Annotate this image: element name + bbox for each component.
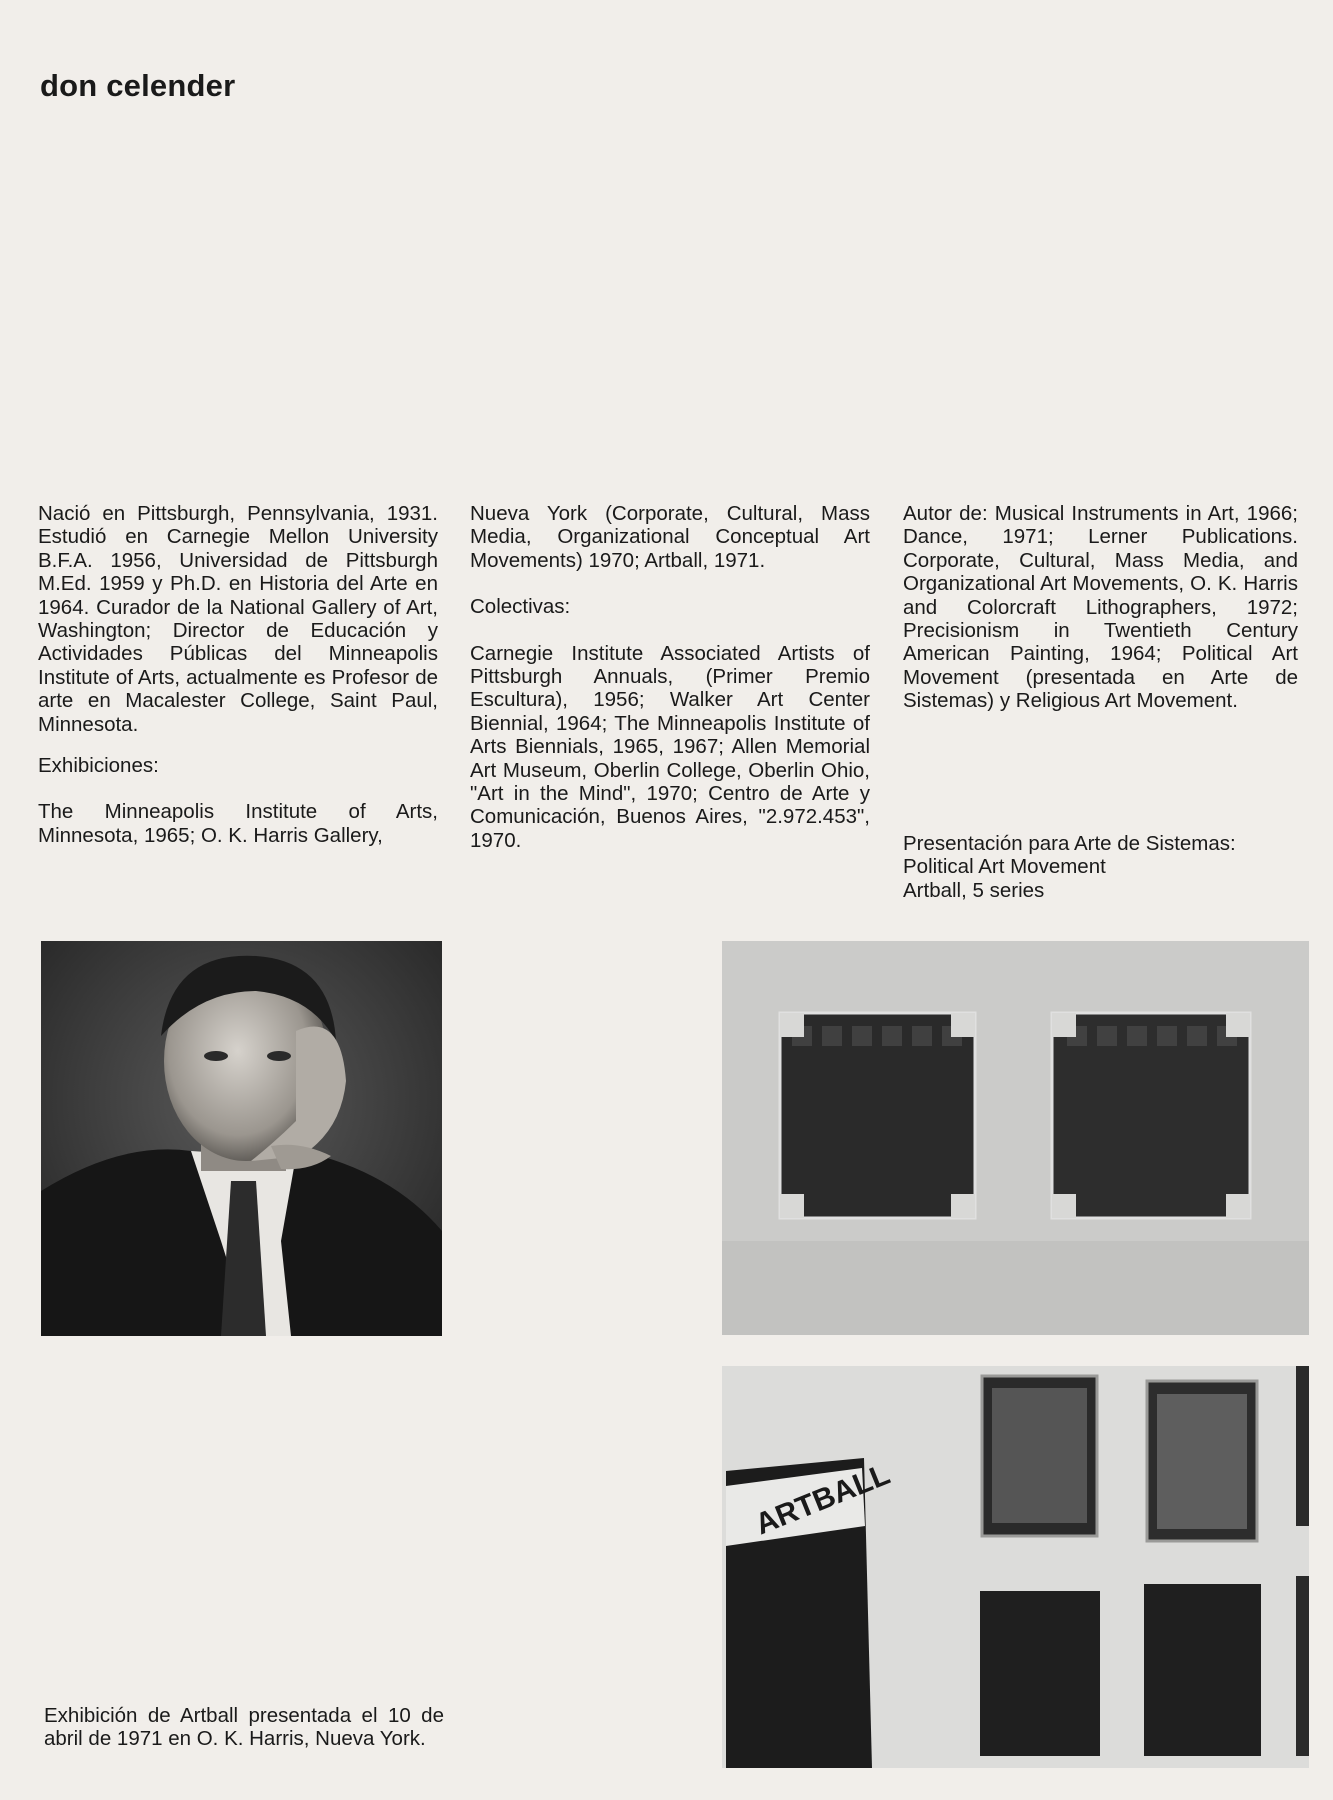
- page-title: don celender: [40, 68, 236, 103]
- column-2: [470, 502, 870, 852]
- colectivas-heading: Colectivas:: [470, 595, 571, 619]
- installation-photo-1: [722, 941, 1309, 1335]
- colectivas-text: Carnegie Institute Associated Artists of Pittsburgh Annuals, (Primer Premio Escultura), 1956; Walker Art Center Biennial, 1964; The Minneapolis Institute of Arts Biennials, 1965, 1967; Allen Memorial Art Museum, Oberlin College, Oberlin Ohio, "Art in the Mind", 1970; Centro de Arte y Comunicación, Buenos Aires, "2.972.453", 1970.: [470, 641, 870, 852]
- column-3: [903, 502, 1298, 902]
- biography-text: Nació en Pittsburgh, Pennsylvania, 1931. Estudió en Carnegie Mellon University B.F.A. 1956, Universidad de Pittsburgh M.Ed. 1959 y Ph.D. en Historia del Arte en 1964. Curador de la National Gallery of Art, Washington; Director de Educación y Actividades Públicas del Minneapolis Institute of Arts, actualmente es Profesor de arte en Macalester College, Saint Paul, Minnesota.: [38, 502, 438, 736]
- exhibiciones-text: The Minneapolis Institute of Arts, Minnesota, 1965; O. K. Harris Gallery,: [38, 800, 438, 847]
- column-1: [38, 502, 438, 847]
- autor-text: Autor de: Musical Instruments in Art, 1966; Dance, 1971; Lerner Publications. Corporate, Cultural, Mass Media, and Organizational Art Movements, O. K. Harris and Colorcraft Lithographers, 1972; Precisionism in Twentieth Century American Painting, 1964; Political Art Movement (presentada en Arte de Sistemas) y Religious Art Movement.: [903, 502, 1298, 713]
- presentacion-line-2: Political Art Movement: [903, 855, 1106, 879]
- presentacion-block: [903, 832, 1303, 902]
- presentacion-line-1: Presentación para Arte de Sistemas:: [903, 832, 1236, 855]
- exhibiciones-continuation: Nueva York (Corporate, Cultural, Mass Media, Organizational Conceptual Art Movements) 1970; Artball, 1971.: [470, 502, 870, 572]
- artist-portrait-photo: [41, 941, 442, 1336]
- installation-photo-2: [722, 1366, 1309, 1768]
- photo-caption: Exhibición de Artball presentada el 10 de abril de 1971 en O. K. Harris, Nueva York.: [44, 1704, 444, 1751]
- artball-poster-label: ARTBALL: [750, 1457, 895, 1542]
- exhibiciones-heading: Exhibiciones:: [38, 754, 159, 778]
- presentacion-line-3: Artball, 5 series: [903, 878, 1045, 902]
